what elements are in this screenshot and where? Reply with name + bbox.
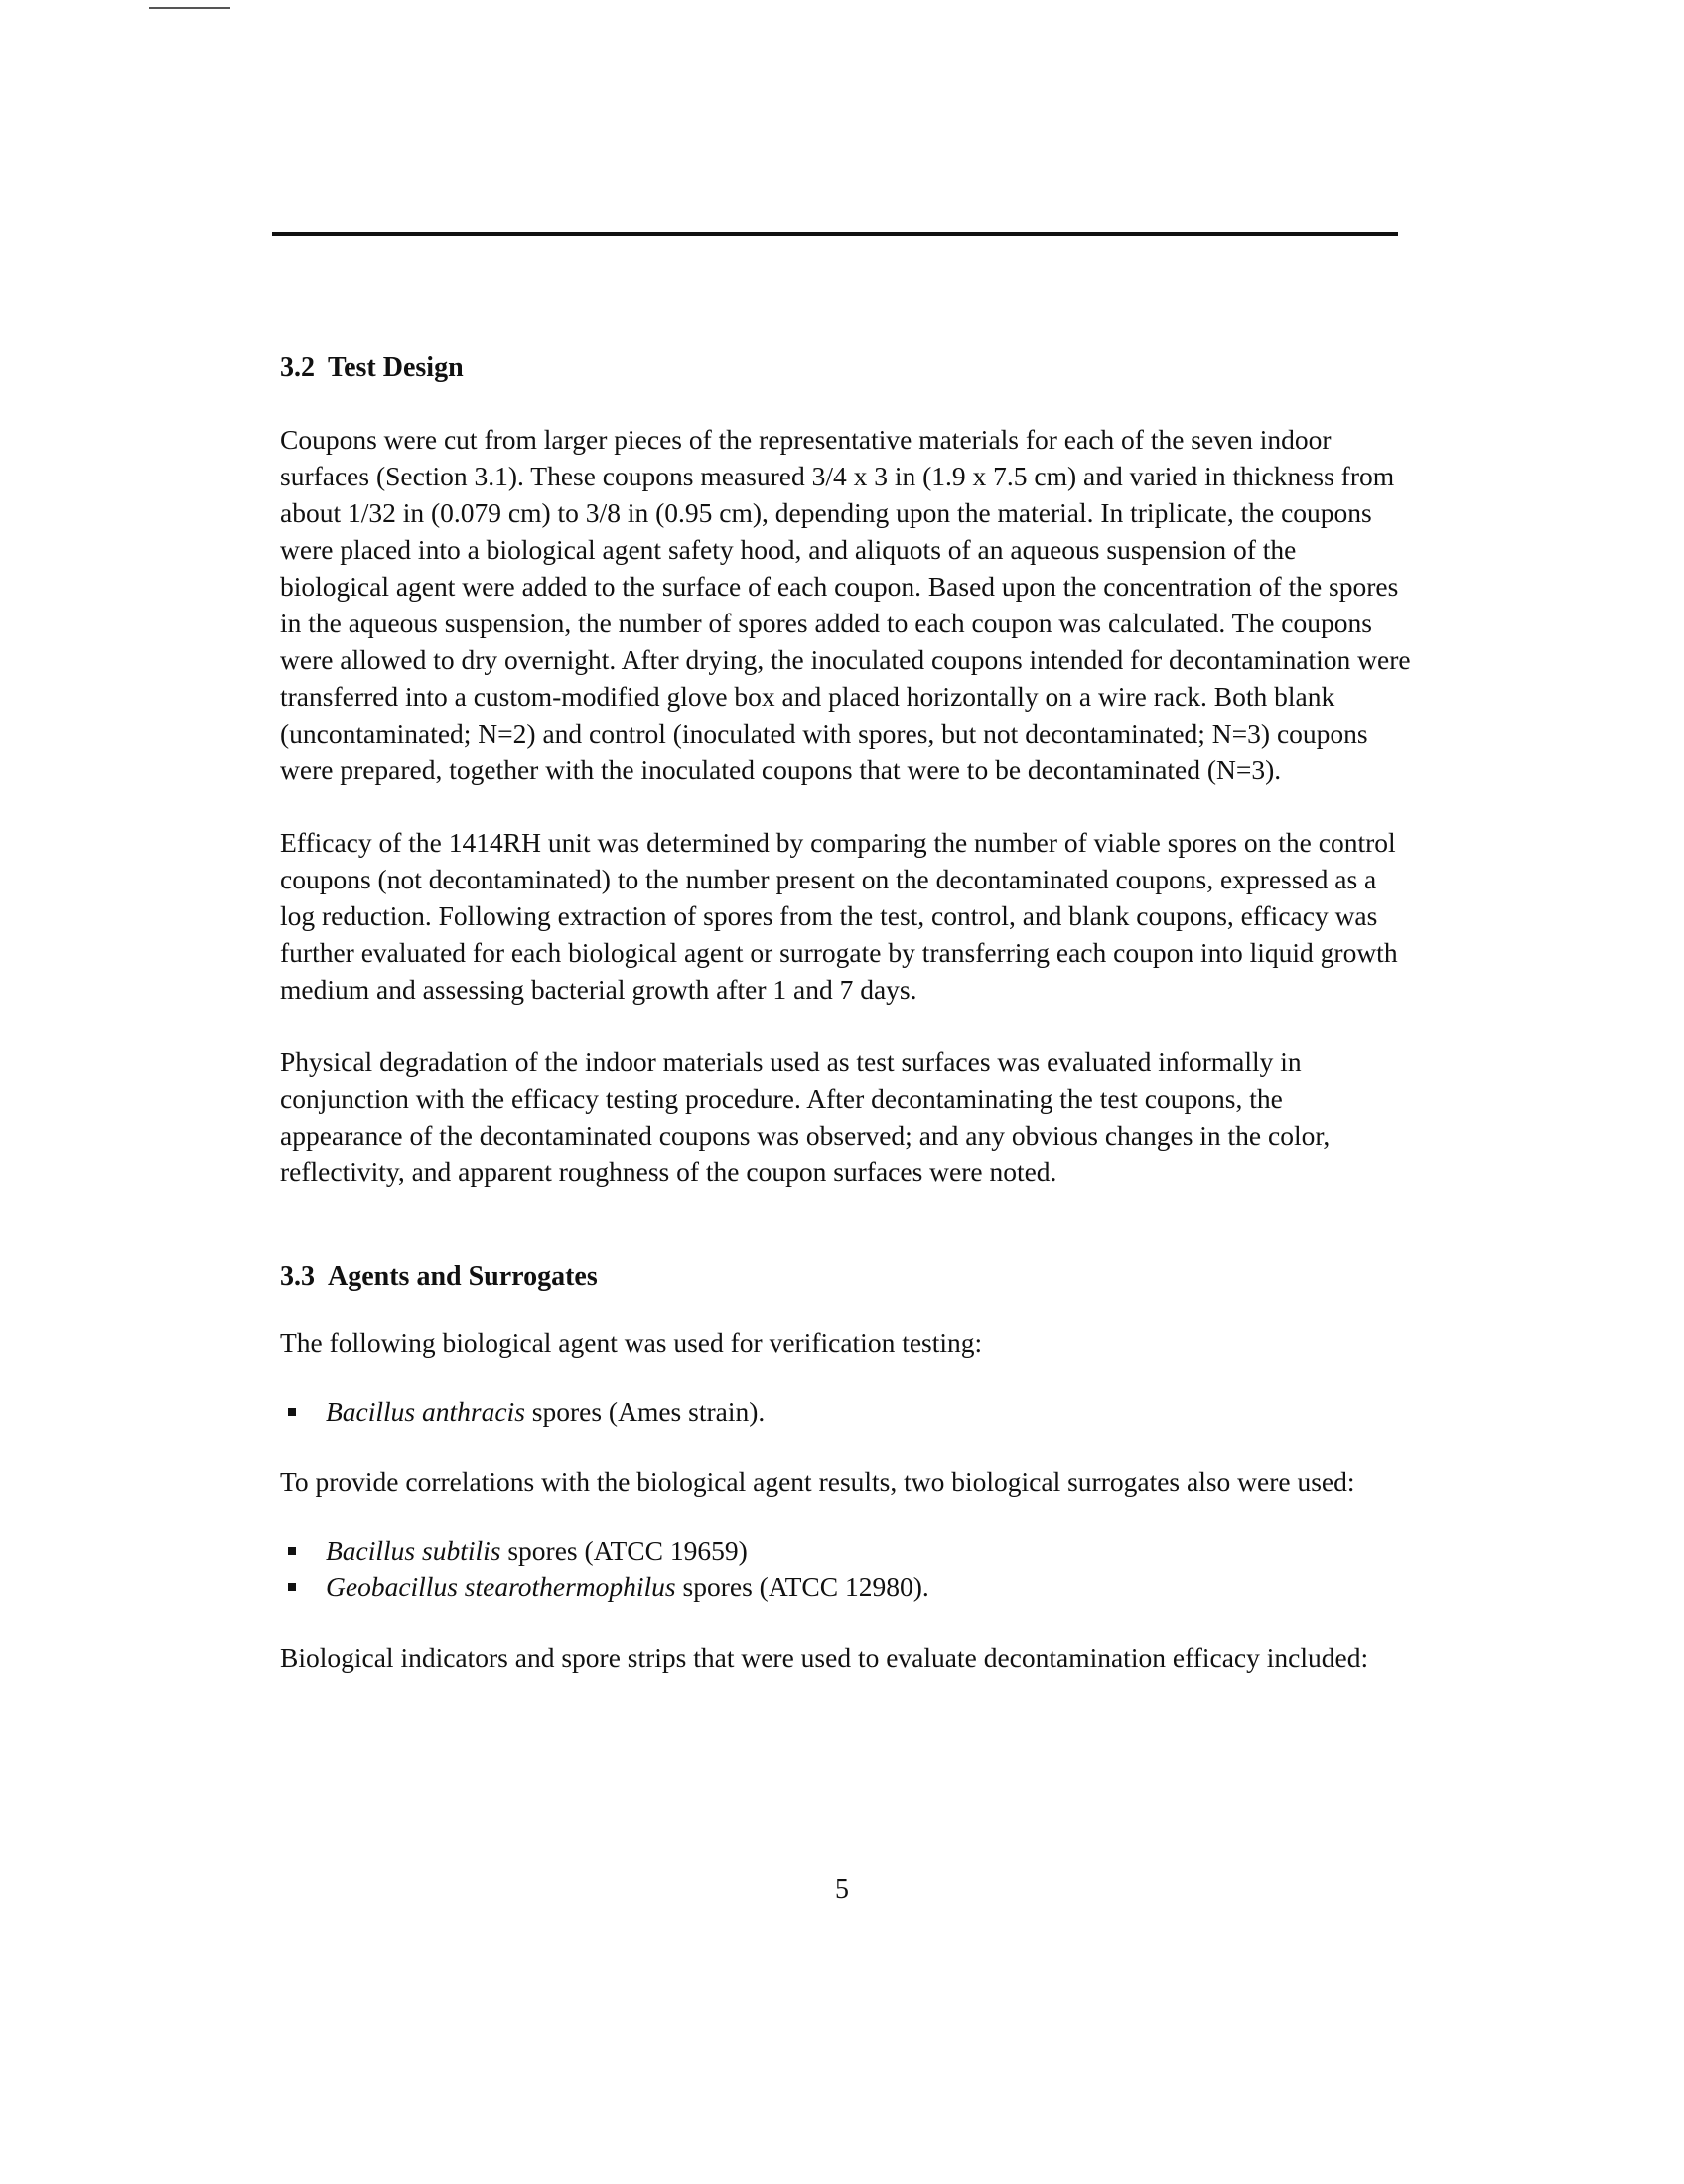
section-heading-test-design (280, 349, 1412, 386)
list-item (280, 1532, 1412, 1569)
species-detail: spores (ATCC 19659) (500, 1535, 748, 1566)
test-design-paragraph-3: Physical degradation of the indoor materials used as test surfaces was evaluated informally in conjunction with the efficacy testing procedure. After decontaminating the test coupons, the appearance of the decontaminated coupons was observed; and any obvious changes in the color, reflectivity, and apparent roughness of the coupon surfaces were noted. (280, 1046, 1331, 1187)
section-number: 3.2 (280, 352, 315, 383)
surrogate-list (280, 1532, 1412, 1605)
corner-mark (149, 7, 230, 9)
square-bullet-icon (288, 1547, 296, 1555)
species-name: Bacillus anthracis (326, 1396, 525, 1427)
page-body (280, 349, 1412, 1676)
section-heading-agents-surrogates (280, 1258, 1412, 1295)
species-detail: spores (ATCC 12980). (675, 1571, 929, 1602)
species-name: Geobacillus stearothermophilus (326, 1571, 676, 1602)
header-rule (272, 232, 1398, 236)
species-name: Bacillus subtilis (326, 1535, 501, 1566)
section-title: Agents and Surrogates (328, 1261, 598, 1292)
test-design-paragraph-1: Coupons were cut from larger pieces of the representative materials for each of the seven indoor surfaces (Section 3.1). These coupons measured 3/4 x 3 in (1.9 x 7.5 cm) and varied in thickness from about 1/32 in (0.079 cm) to 3/8 in (0.95 cm), depending upon the material. In triplicate, the coupons were placed into a biological agent safety hood, and aliquots of an aqueous suspension of the biological agent were added to the surface of each coupon. Based upon the concentration of the spores in the aqueous suspension, the number of spores added to each coupon was calculated. The coupons were allowed to dry overnight. After drying, the inoculated coupons intended for decontamination were transferred into a custom-modified glove box and placed horizontally on a wire rack. Both blank (uncontaminated; N=2) and control (inoculated with spores, but not decontaminated; N=3) coupons were prepared, together with the inoculated coupons that were to be decontaminated (N=3). (280, 424, 1411, 785)
test-design-paragraph-2: Efficacy of the 1414RH unit was determined by comparing the number of viable spores on the control coupons (not decontaminated) to the number present on the decontaminated coupons, expressed as a log reduction. Following extraction of spores from the test, control, and blank coupons, efficacy was further evaluated for each biological agent or surrogate by transferring each coupon into liquid growth medium and assessing bacterial growth after 1 and 7 days. (280, 827, 1398, 1005)
species-detail: spores (Ames strain). (524, 1396, 766, 1427)
section-number: 3.3 (280, 1261, 315, 1292)
indicators-intro-paragraph: Biological indicators and spore strips that were used to evaluate decontamination efficacy included: (280, 1642, 1369, 1673)
square-bullet-icon (288, 1583, 296, 1591)
agent-list (280, 1393, 1412, 1430)
page-number: 5 (835, 1874, 849, 1905)
list-item (280, 1393, 1412, 1430)
section-title: Test Design (328, 352, 464, 383)
agent-intro-paragraph: The following biological agent was used for verification testing: (280, 1327, 983, 1358)
surrogate-intro-paragraph: To provide correlations with the biological agent results, two biological surrogates also were used: (280, 1466, 1355, 1497)
list-item (280, 1569, 1412, 1605)
square-bullet-icon (288, 1408, 296, 1416)
